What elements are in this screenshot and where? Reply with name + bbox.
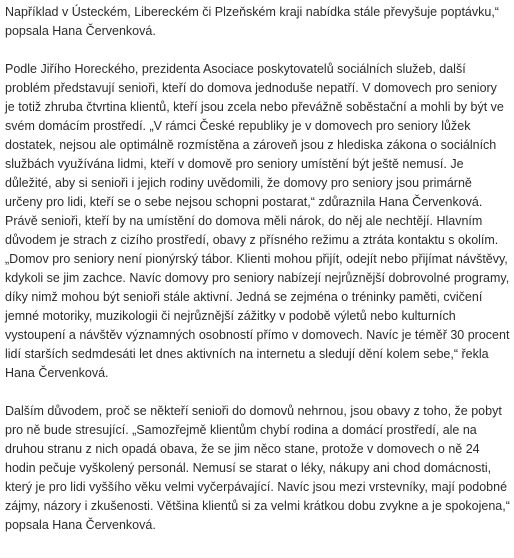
article-paragraph-4: Dalším důvodem, proč se někteří senioři do domovů nehrnou, jsou obavy z toho, že pobyt pro ně bude stresující. „Samozřejmě klientům chybí rodina a domácí prostředí, ale na druhou stranu z nich opadá obava, že se jim něco stane, protože v domovech o ně 24 hodin pečuje vyškolený personál. Nemusí se starat o léky, nákupy ani chod domácnosti, který je pro lidi vyššího věku velmi vyčerpávající. Navíc jsou mezi vrstevníky, mají podobné zájmy, názory i zkušenosti. Většina klientů si za velmi krátkou dobu zvykne a je spokojena,“ popsala Hana Červenková.: [5, 404, 510, 532]
article-paragraph-1: Například v Ústeckém, Libereckém či Plzeňském kraji nabídka stále převyšuje poptávku,“ popsala Hana Červenková.: [5, 5, 499, 38]
article-paragraph-2: Podle Jiřího Horeckého, prezidenta Asociace poskytovatelů sociálních služeb, další problém představují senioři, kteří do domova jednoduše nepatří. V domovech pro seniory je totiž zhruba čtvrtina klientů, kteří jsou zcela nebo převážně soběstační a mohli by být ve svém domácím prostředí. „V rámci České republiky je v domovech pro seniory lůžek dostatek, nejsou ale optimálně rozmístěna a zároveň jsou z hlediska zákona o sociálních službách využívána lidmi, kteří v domově pro seniory umístění být ještě nemusí. Je důležité, aby si senioři i jejich rodiny uvědomili, že domovy pro seniory jsou primárně určeny pro lidi, kteří se o sebe nejsou schopni postarat,“ zdůraznila Hana Červenková.: [5, 62, 504, 209]
article-paragraph-3: Právě senioři, kteří by na umístění do domova měli nárok, do něj ale nechtějí. Hlavním důvodem je strach z cizího prostředí, obavy z přísného režimu a ztráta kontaktu s okolím. „Domov pro seniory není pionýrský tábor. Klienti mohou přijít, odejít nebo přijímat návštěvy, kdykoli se jim zachce. Navíc domovy pro seniory nabízejí nejrůznější dobrovolné programy, díky nimž mohou být senioři stále aktivní. Jedná se zejména o tréninky paměti, cvičení jemné motoriky, muzikologii či nejrůznější zážitky v podobě výletů nebo kulturních vystoupení a návštěv významných osobností přímo v domovech. Navíc je téměř 30 procent lidí starších sedmdesáti let dnes aktivních na internetu a sledují dění kolem sebe,“ řekla Hana Červenková.: [5, 214, 510, 380]
